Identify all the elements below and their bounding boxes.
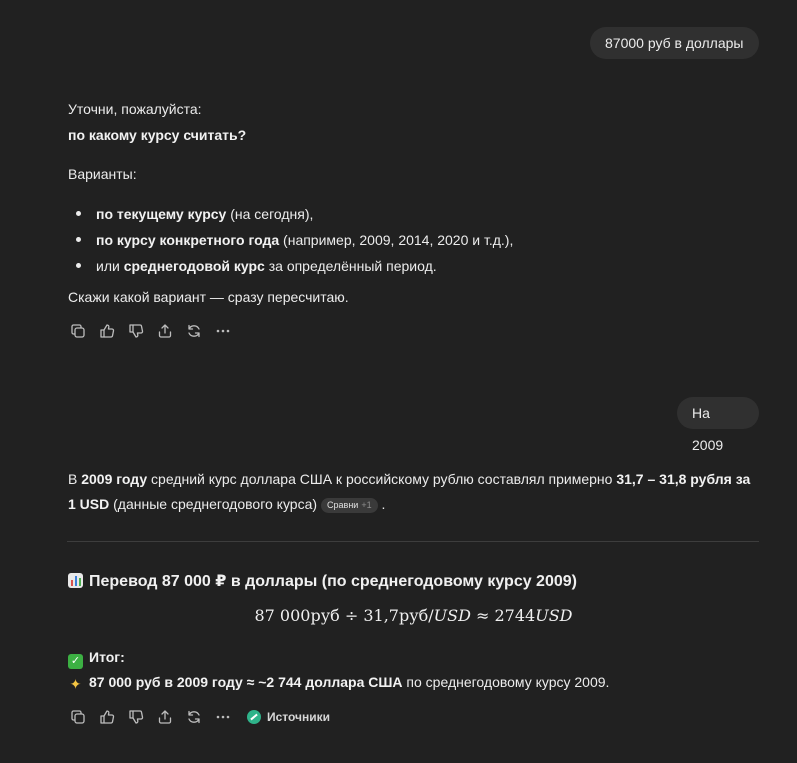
thumbs-down-icon	[128, 709, 144, 725]
dislike-button[interactable]	[125, 706, 146, 727]
reply-paragraph: В 2009 году средний курс доллара США к российскому рублю составлял примерно 31,7 – 31,8 рубля за	[68, 471, 751, 487]
user-message: На 2009	[677, 397, 759, 429]
copy-button[interactable]	[67, 320, 88, 341]
section-heading: Перевод 87 000 ₽ в доллары (по среднегодовому курсу 2009)	[68, 571, 577, 591]
list-item: по текущему курсу (на сегодня),	[68, 203, 513, 229]
list-item: по курсу конкретного года (например, 2009, 2014, 2020 и т.д.),	[68, 229, 513, 255]
formula: 87 000руб ÷ 31,7руб/USD ≈ 2744USD	[254, 606, 573, 625]
thumbs-up-icon	[99, 323, 115, 339]
reply-variants-label: Варианты:	[68, 166, 137, 182]
message-actions	[67, 706, 330, 727]
more-button[interactable]	[212, 706, 233, 727]
dislike-button[interactable]	[125, 320, 146, 341]
variants-list	[68, 203, 513, 281]
regenerate-button[interactable]	[183, 320, 204, 341]
share-icon	[157, 323, 173, 339]
divider	[67, 541, 759, 542]
like-button[interactable]	[96, 706, 117, 727]
more-button[interactable]	[212, 320, 233, 341]
more-icon	[215, 709, 231, 725]
share-button[interactable]	[154, 320, 175, 341]
reply-line: Уточни, пожалуйста:	[68, 101, 202, 117]
regenerate-icon	[186, 709, 202, 725]
list-item: или среднегодовой курс за определённый период.	[68, 255, 513, 281]
thumbs-up-icon	[99, 709, 115, 725]
more-icon	[215, 323, 231, 339]
thumbs-down-icon	[128, 323, 144, 339]
sources-label: Источники	[267, 709, 331, 724]
reply-closing: Скажи какой вариант — сразу пересчитаю.	[68, 289, 349, 305]
share-button[interactable]	[154, 706, 175, 727]
chart-icon	[68, 573, 83, 588]
regenerate-icon	[186, 323, 202, 339]
copy-icon	[70, 709, 86, 725]
sparkles-icon: ✦	[69, 676, 82, 692]
reply-paragraph-cont: 1 USD (данные среднегодового курса) Сравни +1 .	[68, 496, 386, 512]
check-icon: ✓	[68, 654, 83, 669]
copy-button[interactable]	[67, 706, 88, 727]
copy-icon	[70, 323, 86, 339]
sources-button[interactable]	[247, 710, 330, 724]
source-chip[interactable]: Сравни +1	[321, 498, 378, 513]
regenerate-button[interactable]	[183, 706, 204, 727]
reply-question: по какому курсу считать?	[68, 127, 247, 143]
sources-icon	[247, 710, 261, 724]
user-message: 87000 руб в доллары	[590, 27, 759, 59]
share-icon	[157, 709, 173, 725]
result-label: ✓ Итог:	[68, 647, 125, 669]
message-actions	[67, 320, 233, 341]
like-button[interactable]	[96, 320, 117, 341]
result-line: ✦ 87 000 руб в 2009 году ≈ ~2 744 доллара США по среднегодовому курсу 2009.	[69, 674, 610, 692]
